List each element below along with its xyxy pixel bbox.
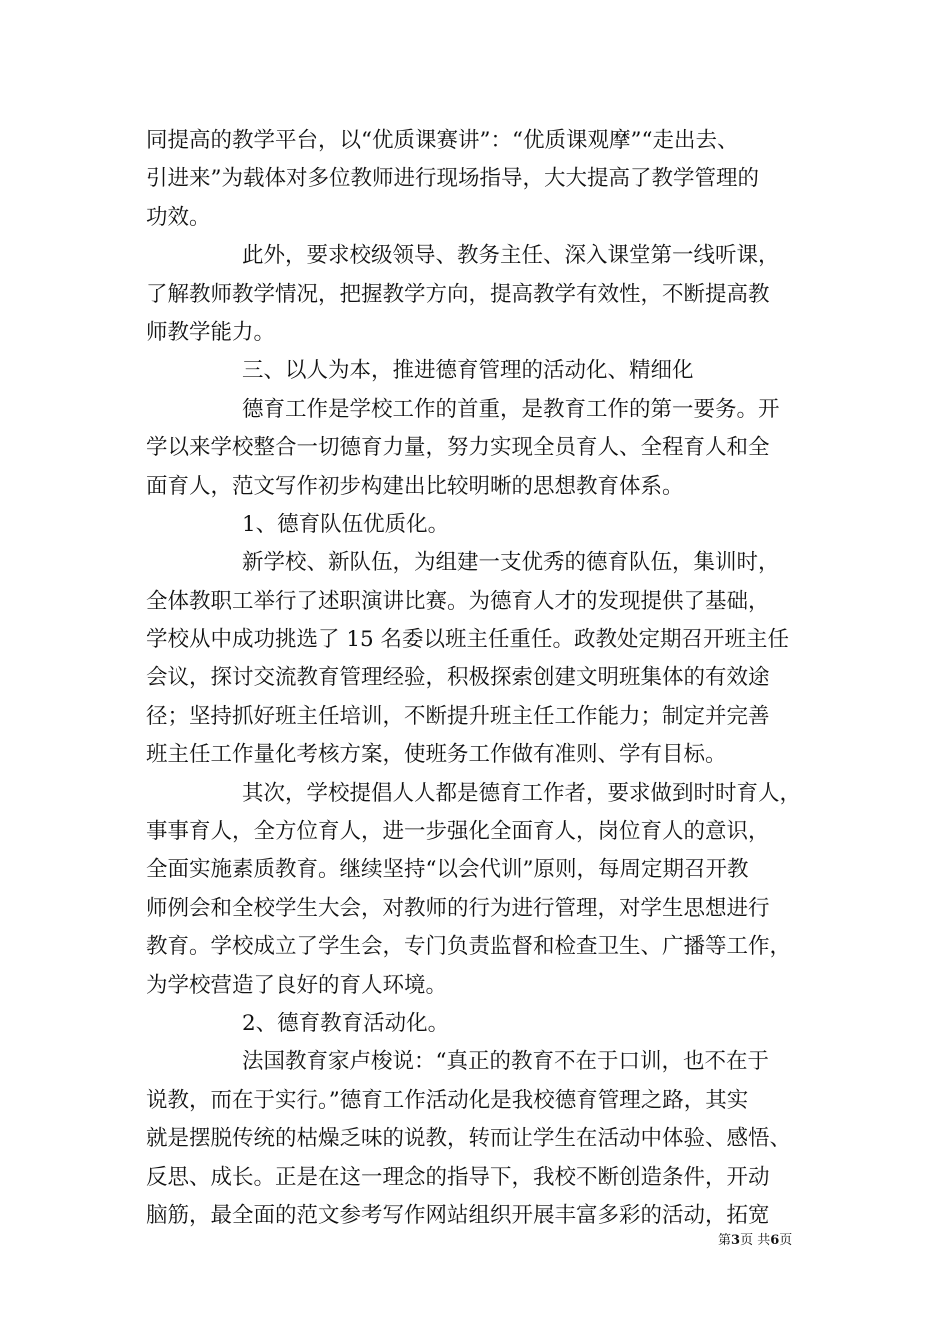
- text-line: 事事育人，全方位育人，进一步强化全面育人，岗位育人的意识，: [146, 819, 770, 845]
- page-footer: [718, 1232, 792, 1250]
- text-line: 教育。学校成立了学生会，专门负责监督和检查卫生、广播等工作，: [146, 934, 792, 960]
- footer-suffix: 页: [779, 1233, 793, 1248]
- text-line: 说教，而在于实行。”德育工作活动化是我校德育管理之路，其实: [146, 1087, 749, 1113]
- text-line: 会议，探讨交流教育管理经验，积极探索创建文明班集体的有效途: [146, 665, 770, 691]
- document-body: [146, 122, 808, 1235]
- text-line: 其次，学校提倡人人都是德育工作者，要求做到时时育人，: [242, 780, 802, 806]
- text-line: 反思、成长。正是在这一理念的指导下，我校不断创造条件，开动: [146, 1164, 770, 1190]
- text-line: 2、德育教育活动化。: [242, 1010, 450, 1036]
- text-line: 为学校营造了良好的育人环境。: [146, 972, 448, 998]
- text-line: 法国教育家卢梭说：“真正的教育不在于口训，也不在于: [242, 1049, 769, 1075]
- text-line: 径；坚持抓好班主任培训，不断提升班主任工作能力；制定并完善: [146, 703, 770, 729]
- text-line: 了解教师教学情况，把握教学方向，提高教学有效性，不断提高教: [146, 281, 770, 307]
- footer-total-pages: 6: [770, 1233, 780, 1248]
- text-line: 德育工作是学校工作的首重，是教育工作的第一要务。开: [242, 396, 780, 422]
- text-line: 全面实施素质教育。继续坚持“以会代训”原则，每周定期召开教: [146, 857, 749, 883]
- text-line: 班主任工作量化考核方案，使班务工作做有准则、学有目标。: [146, 742, 727, 768]
- text-line: 脑筋，最全面的范文参考写作网站组织开展丰富多彩的活动，拓宽: [146, 1202, 770, 1228]
- text-line: 功效。: [146, 204, 211, 230]
- text-line: 师教学能力。: [146, 319, 276, 345]
- footer-middle: 页 共: [740, 1233, 771, 1248]
- text-line: 全体教职工举行了述职演讲比赛。为德育人才的发现提供了基础，: [146, 588, 770, 614]
- footer-current-page: 3: [731, 1233, 741, 1248]
- text-line: 师例会和全校学生大会，对教师的行为进行管理，对学生思想进行: [146, 895, 770, 921]
- text-line: 同提高的教学平台，以“优质课赛讲”：“优质课观摩”“走出去、: [146, 128, 739, 153]
- text-line: 三、以人为本，推进德育管理的活动化、精细化: [242, 358, 694, 384]
- text-line: 新学校、新队伍，为组建一支优秀的德育队伍，集训时，: [242, 550, 780, 576]
- text-line: 1、德育队伍优质化。: [242, 511, 450, 537]
- text-line: 引进来”为载体对多位教师进行现场指导，大大提高了教学管理的: [146, 166, 759, 192]
- footer-prefix: 第: [718, 1233, 732, 1248]
- text-line: 面育人，范文写作初步构建出比较明晰的思想教育体系。: [146, 473, 684, 499]
- text-line: 就是摆脱传统的枯燥乏味的说教，转而让学生在活动中体验、感悟、: [146, 1126, 792, 1152]
- text-line: 学以来学校整合一切德育力量，努力实现全员育人、全程育人和全: [146, 435, 770, 461]
- text-line: 此外，要求校级领导、教务主任、深入课堂第一线听课，: [242, 243, 780, 269]
- text-line: 学校从中成功挑选了 15 名委以班主任重任。政教处定期召开班主任: [146, 627, 790, 653]
